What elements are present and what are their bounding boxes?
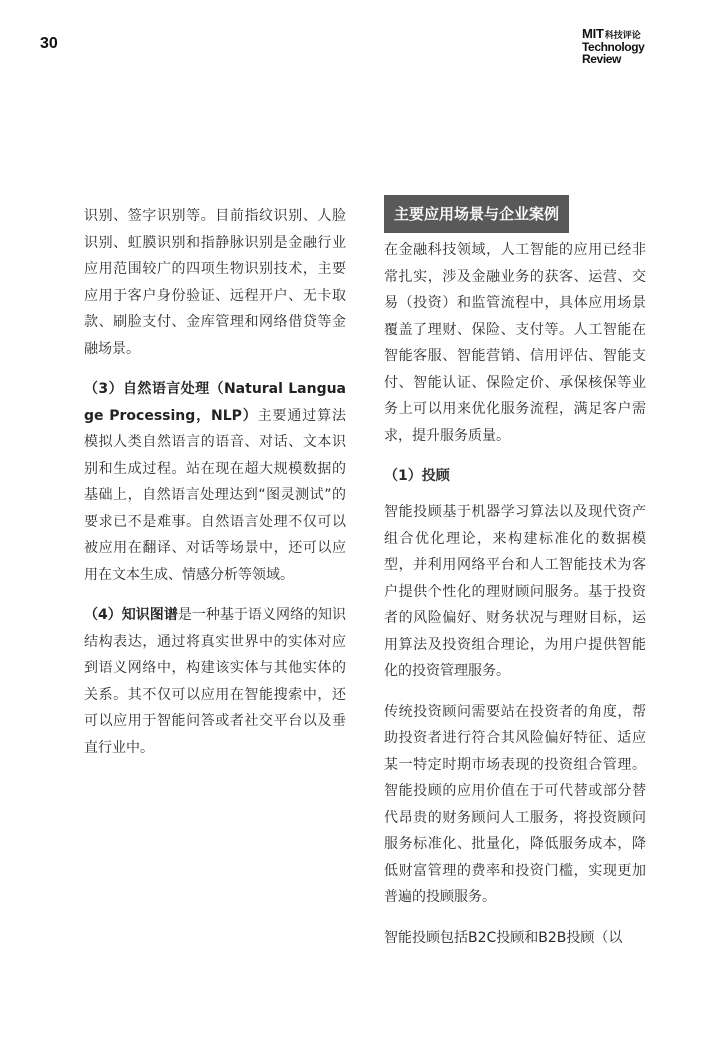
traditional-advisor-paragraph: 传统投资顾问需要站在投资者的角度，帮助投资者进行符合其风险偏好特征、适应某一特定时期市场表现的投资组合管理。智能投顾的应用价值在于可代替或部分替代昂贵的财务顾问人工服务，将投资顾问服务标准化、批量化，降低服务成本，降低财富管理的费率和投资门槛，实现更加普遍的投顾服务。 (384, 703, 646, 905)
page-number: 30 (40, 35, 58, 52)
right-column (384, 195, 646, 965)
knowledge-graph-heading: （4）知识图谱 (84, 607, 178, 623)
knowledge-graph-paragraph (84, 602, 346, 761)
nlp-body: 主要通过算法模拟人类自然语言的语音、对话、文本识别和生成过程。站在现在超大规模数据的基础上，自然语言处理达到“图灵测试”的要求已不是难事。自然语言处理不仅可以被应用在翻译、对话等场景中，还可以应用在文本生成、情感分析等领域。 (84, 407, 346, 583)
section-title: 主要应用场景与企业案例 (384, 195, 569, 233)
biometrics-paragraph: 识别、签字识别等。目前指纹识别、人脸识别、虹膜识别和指静脉识别是金融行业应用范围较广的四项生物识别技术，主要应用于客户身份验证、远程开户、无卡取款、刷脸支付、金库管理和网络借贷等金融场景。 (84, 208, 346, 357)
logo-mit: MIT (582, 26, 604, 41)
logo-cn: 科技评论 (604, 30, 641, 40)
mit-technology-review-logo (582, 28, 682, 65)
left-column (84, 203, 346, 775)
nlp-paragraph (84, 376, 346, 588)
fintech-intro-paragraph: 在金融科技领域，人工智能的应用已经非常扎实，涉及金融业务的获客、运营、交易（投资）和监管流程中，具体应用场景覆盖了理财、保险、支付等。人工智能在智能客服、智能营销、信用评估、智能支付、智能认证、保险定价、承保核保等业务上可以用来优化服务流程，满足客户需求，提升服务质量。 (384, 242, 646, 444)
advisor-types-paragraph: 智能投顾包括B2C投顾和B2B投顾（以 (384, 929, 623, 946)
robo-advisor-heading: （1）投顾 (384, 468, 450, 484)
nlp-heading: （3）自然语言处理（Natural Language Processing，NLP） (84, 381, 346, 424)
logo-line3: Review (582, 52, 621, 66)
logo-line2: Technology (582, 40, 645, 54)
knowledge-graph-body: 是一种基于语义网络的知识结构表达，通过将真实世界中的实体对应到语义网络中，构建该实体与其他实体的关系。其不仅可以应用在智能搜索中，还可以应用于智能问答或者社交平台以及垂直行业中。 (84, 607, 346, 756)
robo-advisor-paragraph: 智能投顾基于机器学习算法以及现代资产组合优化理论，来构建标准化的数据模型，并利用网络平台和人工智能技术为客户提供个性化的理财顾问服务。基于投资者的风险偏好、财务状况与理财目标，运用算法及投资组合理论，为用户提供智能化的投资管理服务。 (384, 504, 646, 679)
